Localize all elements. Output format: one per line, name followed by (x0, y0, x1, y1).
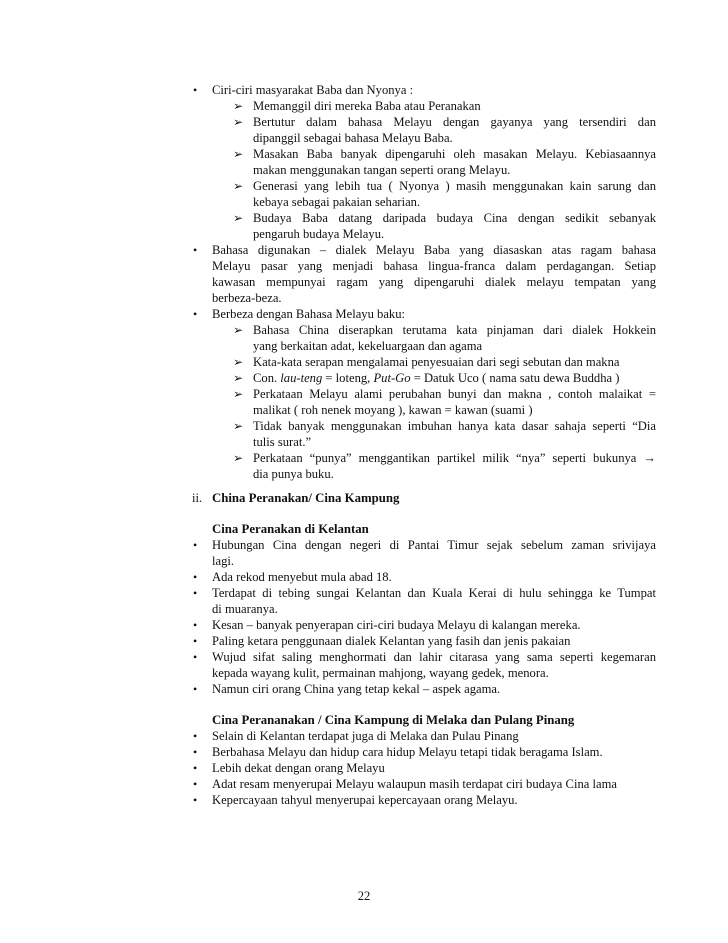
melaka-item: Adat resam menyerupai Melayu walaupun masih terdapat ciri budaya Cina lama (212, 777, 617, 791)
berbeza-item: Perkataan “punya” menggantikan partikel milik “nya” seperti bukunya → dia punya buku. (253, 451, 656, 482)
arrow-bullet-icon: ➢ (233, 147, 244, 161)
arrow-bullet-icon: ➢ (233, 211, 244, 225)
ciri-item: Generasi yang lebih tua ( Nyonya ) masih menggunakan kain sarung dan kebaya sebagai pakaian seharian. (253, 179, 656, 210)
bullet-icon: • (193, 650, 198, 664)
bullet-icon: • (193, 682, 198, 696)
melaka-item: Lebih dekat dengan orang Melayu (212, 761, 385, 775)
kelantan-item: Kesan – banyak penyerapan ciri-ciri budaya Melayu di kalangan mereka. (212, 618, 581, 632)
arrow-bullet-icon: ➢ (233, 371, 244, 385)
bullet-icon: • (193, 793, 198, 807)
kelantan-item: Hubungan Cina dengan negeri di Pantai Timur sejak sebelum zaman srivijaya lagi. (212, 538, 656, 569)
arrow-bullet-icon: ➢ (233, 387, 244, 401)
arrow-bullet-icon: ➢ (233, 323, 244, 337)
bullet-icon: • (193, 745, 198, 759)
bullet-icon: • (193, 538, 198, 552)
con-example: Con. lau-teng = loteng, Put-Go = Datuk Uco ( nama satu dewa Buddha ) (253, 371, 620, 385)
bahasa-paragraph: Bahasa digunakan – dialek Melayu Baba yang diasaskan atas ragam bahasa Melayu pasar yang menjadi bahasa lingua-franca dalam perdagangan. Setiap kawasan mempunyai ragam yang dipengaruhi dialek melayu tempatan yang berbeza-beza. (212, 243, 656, 306)
bullet-icon: • (193, 729, 198, 743)
berbeza-item: Perkataan Melayu alami perubahan bunyi dan makna , contoh malaikat = malikat ( roh nenek moyang ), kawan = kawan (suami ) (253, 387, 656, 418)
berbeza-item: Kata-kata serapan mengalamai penyesuaian dari segi sebutan dan makna (253, 355, 620, 369)
bullet-icon: • (193, 243, 198, 257)
berbeza-item: Tidak banyak menggunakan imbuhan hanya kata dasar sahaja seperti “Dia tulis surat.” (253, 419, 656, 450)
melaka-item: Berbahasa Melayu dan hidup cara hidup Melayu tetapi tidak beragama Islam. (212, 745, 603, 759)
kelantan-item: Wujud sifat saling menghormati dan lahir citarasa yang sama seperti kegemaran kepada wayang kulit, permainan mahjong, wayang gedek, menora. (212, 650, 656, 681)
section-title: China Peranakan/ Cina Kampung (212, 491, 400, 505)
ciri-item: Budaya Baba datang daripada budaya Cina dengan sedikit sebanyak pengaruh budaya Melayu. (253, 211, 656, 242)
berbeza-item: Bahasa China diserapkan terutama kata pinjaman dari dialek Hokkein yang berkaitan adat, kekeluargaan dan agama (253, 323, 656, 354)
bullet-icon: • (193, 634, 198, 648)
kelantan-item: Terdapat di tebing sungai Kelantan dan Kuala Kerai di hulu sehingga ke Tumpat di muaranya. (212, 586, 656, 617)
ciri-title: Ciri-ciri masyarakat Baba dan Nyonya : (212, 83, 414, 97)
melaka-item: Kepercayaan tahyul menyerupai kepercayaan orang Melayu. (212, 793, 518, 807)
ciri-item: Bertutur dalam bahasa Melayu dengan gayanya yang tersendiri dan dipanggil sebagai bahasa Melayu Baba. (253, 115, 656, 146)
kelantan-heading: Cina Peranakan di Kelantan (212, 522, 369, 536)
arrow-bullet-icon: ➢ (233, 99, 244, 113)
bullet-icon: • (193, 618, 198, 632)
bullet-icon: • (193, 761, 198, 775)
kelantan-item: Paling ketara penggunaan dialek Kelantan yang fasih dan jenis pakaian (212, 634, 571, 648)
arrow-bullet-icon: ➢ (233, 179, 244, 193)
page-number: 22 (357, 889, 371, 903)
arrow-bullet-icon: ➢ (233, 355, 244, 369)
berbeza-title: Berbeza dengan Bahasa Melayu baku: (212, 307, 406, 321)
bullet-icon: • (193, 777, 198, 791)
melaka-item: Selain di Kelantan terdapat juga di Melaka dan Pulau Pinang (212, 729, 519, 743)
kelantan-item: Namun ciri orang China yang tetap kekal – aspek agama. (212, 682, 501, 696)
ciri-item: Masakan Baba banyak dipengaruhi oleh masakan Melayu. Kebiasaannya makan menggunakan tangan seperti orang Melayu. (253, 147, 656, 178)
section-numeral: ii. (192, 491, 203, 505)
arrow-bullet-icon: ➢ (233, 115, 244, 129)
bullet-icon: • (193, 307, 198, 321)
arrow-bullet-icon: ➢ (233, 419, 244, 433)
ciri-item: Memanggil diri mereka Baba atau Peranakan (253, 99, 481, 113)
arrow-bullet-icon: ➢ (233, 451, 244, 465)
bullet-icon: • (193, 83, 198, 97)
melaka-heading: Cina Perananakan / Cina Kampung di Melaka dan Pulang Pinang (212, 713, 575, 727)
bullet-icon: • (193, 586, 198, 600)
bullet-icon: • (193, 570, 198, 584)
kelantan-item: Ada rekod menyebut mula abad 18. (212, 570, 392, 584)
